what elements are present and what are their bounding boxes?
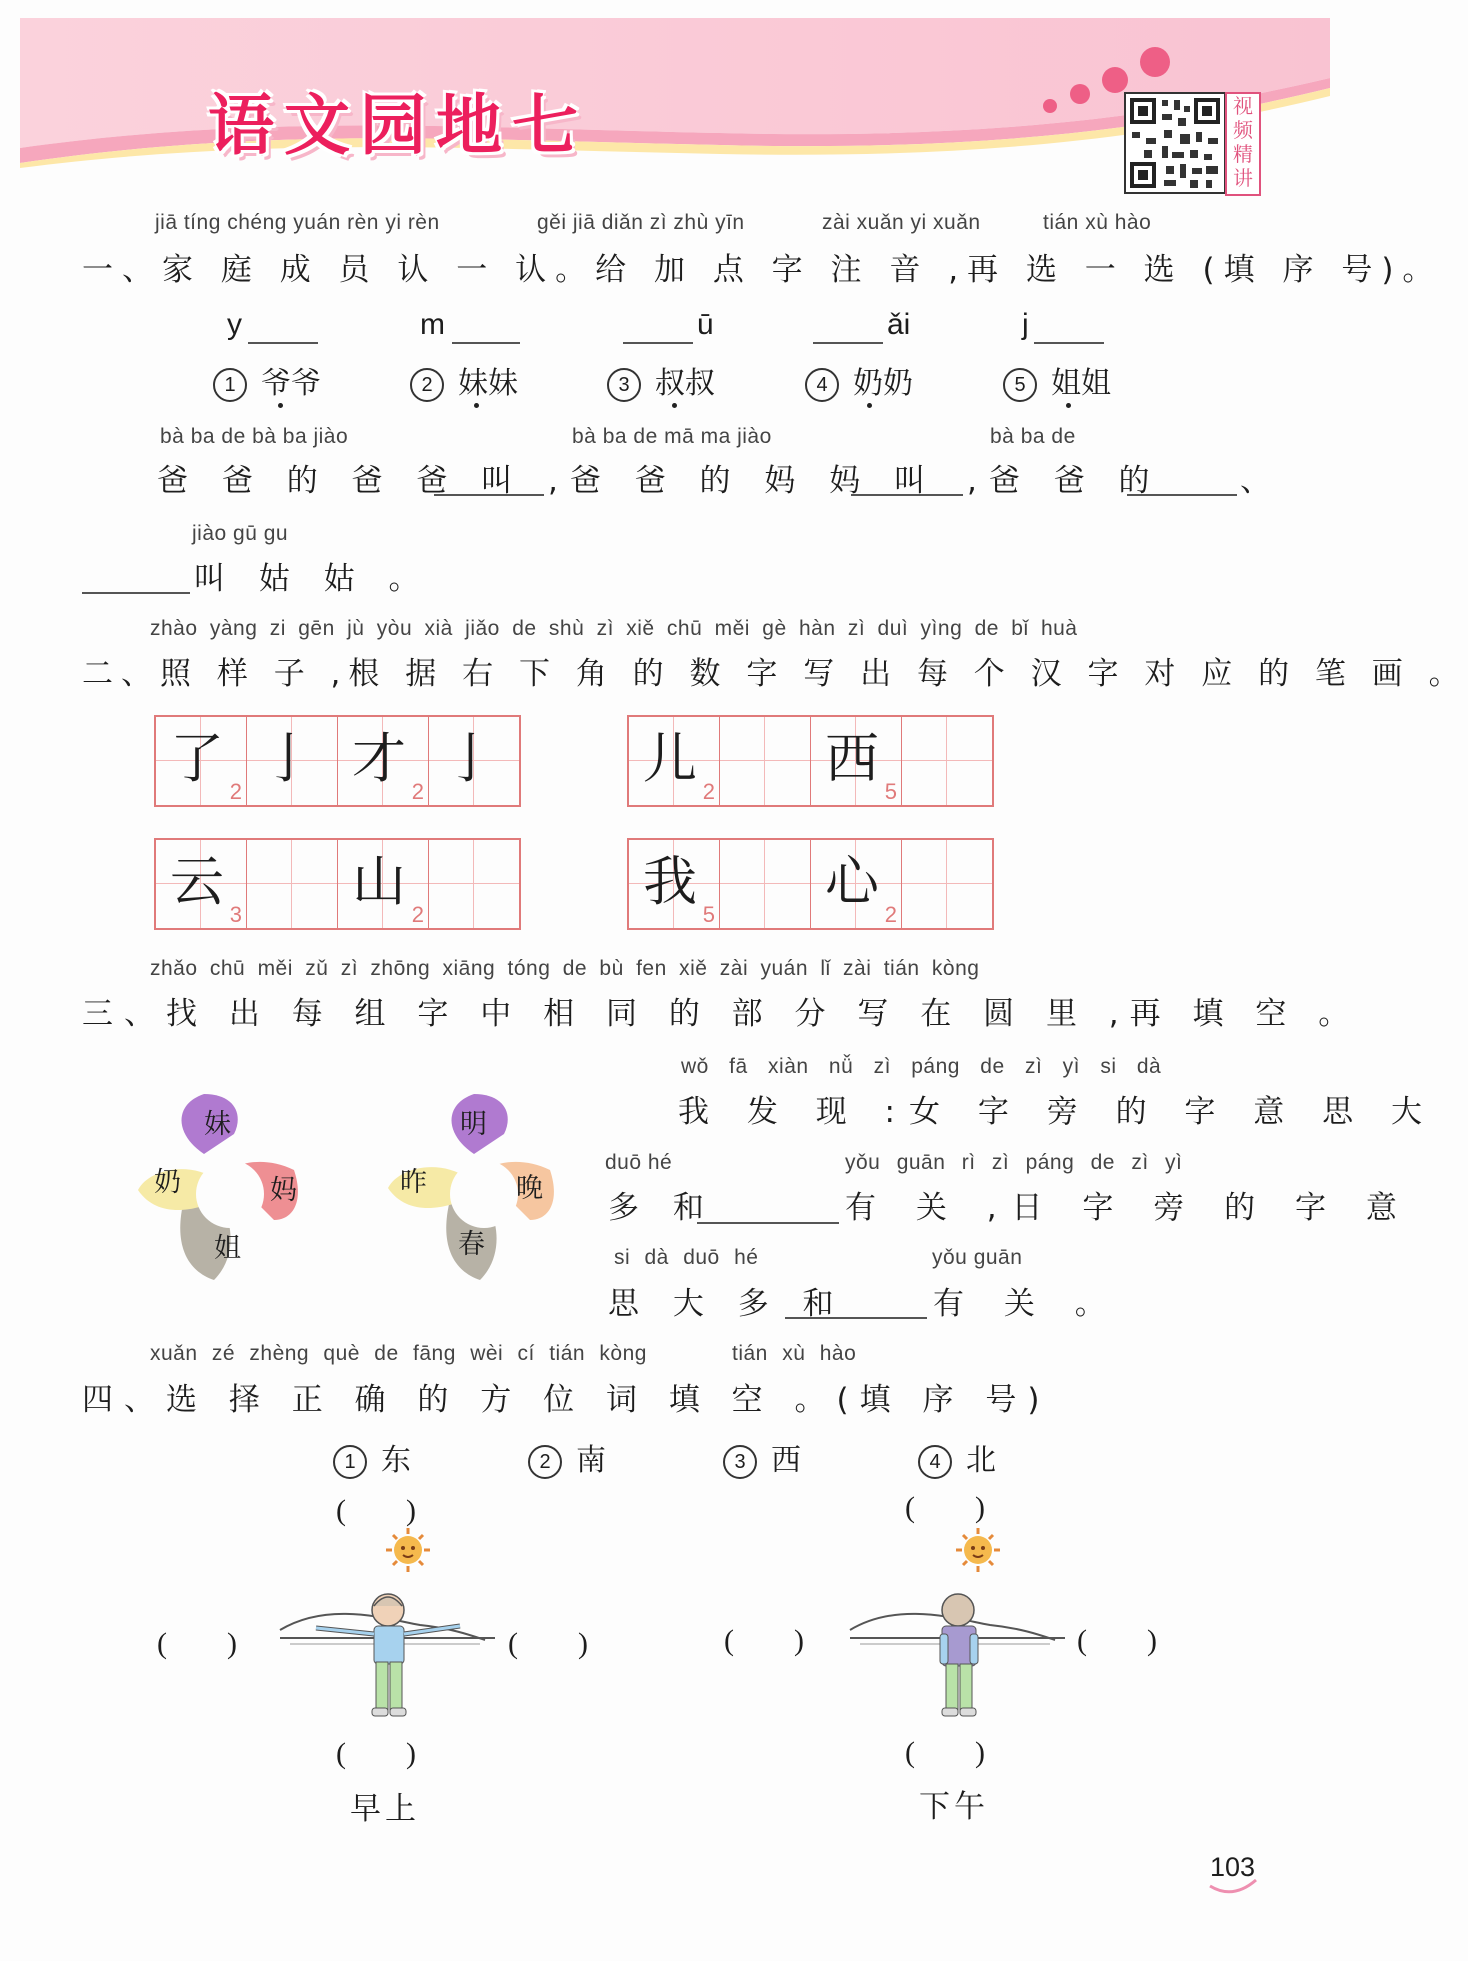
grid-char: 西	[825, 727, 879, 790]
swoosh-icon	[1208, 1878, 1258, 1898]
grid-cell[interactable]	[247, 717, 338, 805]
s1-answer-blank[interactable]	[82, 588, 190, 594]
s4-option-text: 西	[771, 1443, 801, 1478]
answer-paren-top-left[interactable]: ( )	[336, 1494, 416, 1527]
flower2-answer-circle[interactable]	[452, 1162, 514, 1224]
s4-option-text: 东	[381, 1443, 411, 1478]
stroke-count: 5	[702, 902, 715, 927]
flower2-char-top: 明	[460, 1109, 487, 1140]
circled-number: 2	[410, 368, 444, 402]
circled-number: 5	[1003, 368, 1037, 402]
s1-blank1-prefix: y	[227, 308, 242, 341]
stroke-count: 5	[884, 779, 897, 804]
grid-cell	[156, 717, 247, 805]
child-facing-sun-illustration	[270, 1530, 510, 1730]
grid-char: 了	[170, 727, 224, 790]
grid-cell	[338, 717, 429, 805]
qr-code-icon	[1126, 94, 1224, 192]
s3-heading: 三、找 出 每 组 字 中 相 同 的 部 分 写 在 圆 里 ,再 填 空 。	[82, 996, 1361, 1032]
s1-line1-pinyin-b: bà ba de mā ma jiào	[572, 425, 772, 448]
emphasis-dot	[1066, 403, 1071, 408]
circled-number: 3	[723, 1445, 757, 1479]
s1-pinyin-a: jiā tíng chéng yuán rèn yi rèn	[155, 211, 440, 234]
s1-blank2-prefix: m	[420, 308, 445, 341]
page-title: 语文园地七	[208, 87, 588, 164]
qr-code[interactable]	[1124, 92, 1226, 194]
stroke-count: 2	[411, 902, 424, 927]
s3-line3-text-a: 思 大 多 和	[608, 1286, 846, 1322]
s4-pinyin-b: tián xù hào	[732, 1342, 857, 1365]
emphasis-dot	[278, 403, 283, 408]
grid-char: 云	[170, 850, 224, 913]
s4-pinyin-a: xuǎn zé zhèng què de fāng wèi cí tián kòng	[150, 1342, 647, 1365]
s2-pinyin: zhào yàng zi gēn jù yòu xià jiǎo de shù zì xiě chū měi gè hàn zì duì yìng de bǐ huà	[150, 617, 1078, 640]
stroke-count: 2	[229, 779, 242, 804]
grid-cell[interactable]	[720, 717, 811, 805]
s3-line1-pinyin: wǒ fā xiàn nǚ zì páng de zì yì si dà	[681, 1055, 1162, 1078]
flower2-char-bottom: 春	[458, 1229, 485, 1260]
answer-paren-right-right[interactable]: ( )	[1077, 1624, 1157, 1657]
grid-char: 我	[643, 850, 697, 913]
s1-line2-pinyin: jiào gū gu	[192, 522, 289, 545]
grid-char: 儿	[643, 727, 697, 790]
sun-icon	[956, 1528, 1000, 1572]
grid-cell[interactable]	[902, 717, 992, 805]
s1-line1-text-c: ,爸 爸 的	[967, 463, 1162, 499]
s3-line1-text: 我 发 现 :女 字 旁 的 字 意 思 大	[678, 1094, 1436, 1130]
stroke-count: 2	[884, 902, 897, 927]
flower1-char-top: 妹	[204, 1109, 231, 1140]
s1-blank5-prefix: j	[1022, 308, 1029, 341]
s1-line1-pinyin-a: bà ba de bà ba jiào	[160, 425, 349, 448]
s1-line1-text-a: 爸 爸 的 爸 爸 叫	[157, 463, 525, 499]
flower1-char-bottom: 姐	[214, 1233, 241, 1264]
answer-paren-bottom-right[interactable]: ( )	[905, 1736, 985, 1769]
s1-pinyin-c: zài xuǎn yi xuǎn	[822, 211, 981, 234]
answer-paren-right-left[interactable]: ( )	[724, 1624, 804, 1657]
grid-cell[interactable]	[902, 840, 992, 928]
s1-option-text: 妹妹	[458, 366, 518, 401]
s1-option-text: 姐姐	[1051, 366, 1111, 401]
s1-option-4	[805, 358, 913, 402]
stroke-grid-2	[627, 715, 994, 807]
s1-option-text: 奶奶	[853, 366, 913, 401]
circled-number: 2	[528, 1445, 562, 1479]
stroke-count: 2	[411, 779, 424, 804]
s1-option-text: 爷爷	[261, 366, 321, 401]
s3-pinyin: zhǎo chū měi zǔ zì zhōng xiāng tóng de bù fen xiě zài yuán lǐ zài tián kòng	[150, 957, 980, 980]
grid-cell	[629, 840, 720, 928]
s3-line2-pinyin-a: duō hé	[605, 1151, 673, 1174]
s1-blank2[interactable]	[452, 338, 520, 344]
s1-blank3[interactable]	[623, 338, 693, 344]
sun-icon	[386, 1528, 430, 1572]
flower1-answer-circle[interactable]	[198, 1162, 260, 1224]
s3-line3-pinyin-b: yǒu guān	[932, 1246, 1023, 1269]
page-number-swoosh	[1208, 1878, 1258, 1902]
emphasis-dot	[474, 403, 479, 408]
answer-paren-left-right[interactable]: ( )	[508, 1627, 588, 1660]
grid-cell	[338, 840, 429, 928]
s1-blank4-suffix: ǎi	[887, 308, 911, 341]
s4-option-4	[918, 1435, 996, 1479]
s3-line2-text-b: 有 关 ,日 字 旁 的 字 意	[845, 1190, 1412, 1226]
radical-flower-1	[134, 1090, 334, 1286]
stroke-grid-4	[627, 838, 994, 930]
s1-line1-pinyin-c: bà ba de	[990, 425, 1076, 448]
flower2-char-right: 晚	[516, 1173, 543, 1204]
s4-option-3	[723, 1435, 801, 1479]
scene-label-afternoon: 下午	[919, 1789, 989, 1825]
grid-cell[interactable]	[720, 840, 811, 928]
s4-option-text: 北	[966, 1443, 996, 1478]
answer-paren-top-right[interactable]: ( )	[905, 1491, 985, 1524]
emphasis-dot	[867, 403, 872, 408]
s1-answer-blank[interactable]	[1127, 490, 1237, 496]
page-number: 103	[1210, 1852, 1256, 1882]
grid-char: 心	[825, 850, 879, 913]
circled-number: 3	[607, 368, 641, 402]
grid-cell	[811, 840, 902, 928]
s1-option-text: 叔叔	[655, 366, 715, 401]
s1-line1-text-b: ,爸 爸 的 妈 妈 叫	[548, 463, 938, 499]
s1-line1-text-d: 、	[1240, 463, 1284, 499]
s1-heading: 一、家 庭 成 员 认 一 认。给 加 点 字 注 音 ,再 选 一 选 (填 序 号)。	[82, 252, 1443, 288]
grid-cell	[156, 840, 247, 928]
s4-option-2	[528, 1435, 606, 1479]
s3-line2-text-a: 多 和	[608, 1190, 716, 1226]
s1-option-5	[1003, 358, 1111, 402]
grid-cell[interactable]	[429, 840, 519, 928]
s4-heading: 四、选 择 正 确 的 方 位 词 填 空 。(填 序 号)	[82, 1382, 1051, 1418]
s1-option-2	[410, 358, 518, 402]
child-back-view-illustration	[840, 1530, 1080, 1730]
s3-answer-blank[interactable]	[697, 1218, 839, 1224]
s1-blank5[interactable]	[1034, 338, 1104, 344]
s1-option-1	[213, 358, 321, 402]
s1-blank4[interactable]	[813, 338, 883, 344]
stroke-grid-1	[154, 715, 521, 807]
s1-answer-blank[interactable]	[434, 490, 544, 496]
grid-char: 亅	[261, 727, 315, 790]
grid-char: 亅	[443, 727, 497, 790]
stroke-count: 3	[229, 902, 242, 927]
grid-cell	[629, 717, 720, 805]
s1-option-3	[607, 358, 715, 402]
s1-answer-blank[interactable]	[851, 490, 963, 496]
circled-number: 1	[213, 368, 247, 402]
afternoon-scene	[840, 1530, 1080, 1730]
s3-answer-blank[interactable]	[785, 1313, 927, 1319]
grid-cell[interactable]	[247, 840, 338, 928]
s1-pinyin-b: gěi jiā diǎn zì zhù yīn	[537, 211, 745, 234]
circled-number: 4	[918, 1445, 952, 1479]
answer-paren-left-left[interactable]: ( )	[157, 1627, 237, 1660]
s4-option-text: 南	[576, 1443, 606, 1478]
s4-option-1	[333, 1435, 411, 1479]
s2-heading: 二、照 样 子 ,根 据 右 下 角 的 数 字 写 出 每 个 汉 字 对 应 的 笔 画 。	[82, 656, 1468, 692]
grid-cell[interactable]	[429, 717, 519, 805]
scene-label-morning: 早上	[350, 1791, 420, 1827]
flower1-char-left: 奶	[154, 1167, 181, 1198]
qr-label: 视频精讲	[1225, 92, 1261, 196]
morning-scene	[270, 1530, 510, 1730]
s1-line2-text: 叫 姑 姑 。	[194, 561, 432, 597]
circled-number: 1	[333, 1445, 367, 1479]
radical-flower-2	[380, 1090, 580, 1286]
flower2-char-left: 昨	[400, 1167, 427, 1198]
s1-blank1[interactable]	[248, 338, 318, 344]
grid-char: 才	[352, 727, 406, 790]
emphasis-dot	[672, 403, 677, 408]
stroke-count: 2	[702, 779, 715, 804]
circled-number: 4	[805, 368, 839, 402]
grid-cell	[811, 717, 902, 805]
s1-pinyin-d: tián xù hào	[1043, 211, 1152, 234]
flower1-char-right: 妈	[270, 1175, 297, 1206]
answer-paren-bottom-left[interactable]: ( )	[336, 1737, 416, 1770]
s3-line3-pinyin-a: si dà duō hé	[614, 1246, 759, 1269]
s3-line3-text-b: 有 关 。	[933, 1286, 1121, 1322]
s1-blank3-suffix: ū	[697, 308, 714, 341]
stroke-grid-3	[154, 838, 521, 930]
s3-line2-pinyin-b: yǒu guān rì zì páng de zì yì	[845, 1151, 1183, 1174]
grid-char: 山	[352, 850, 406, 913]
